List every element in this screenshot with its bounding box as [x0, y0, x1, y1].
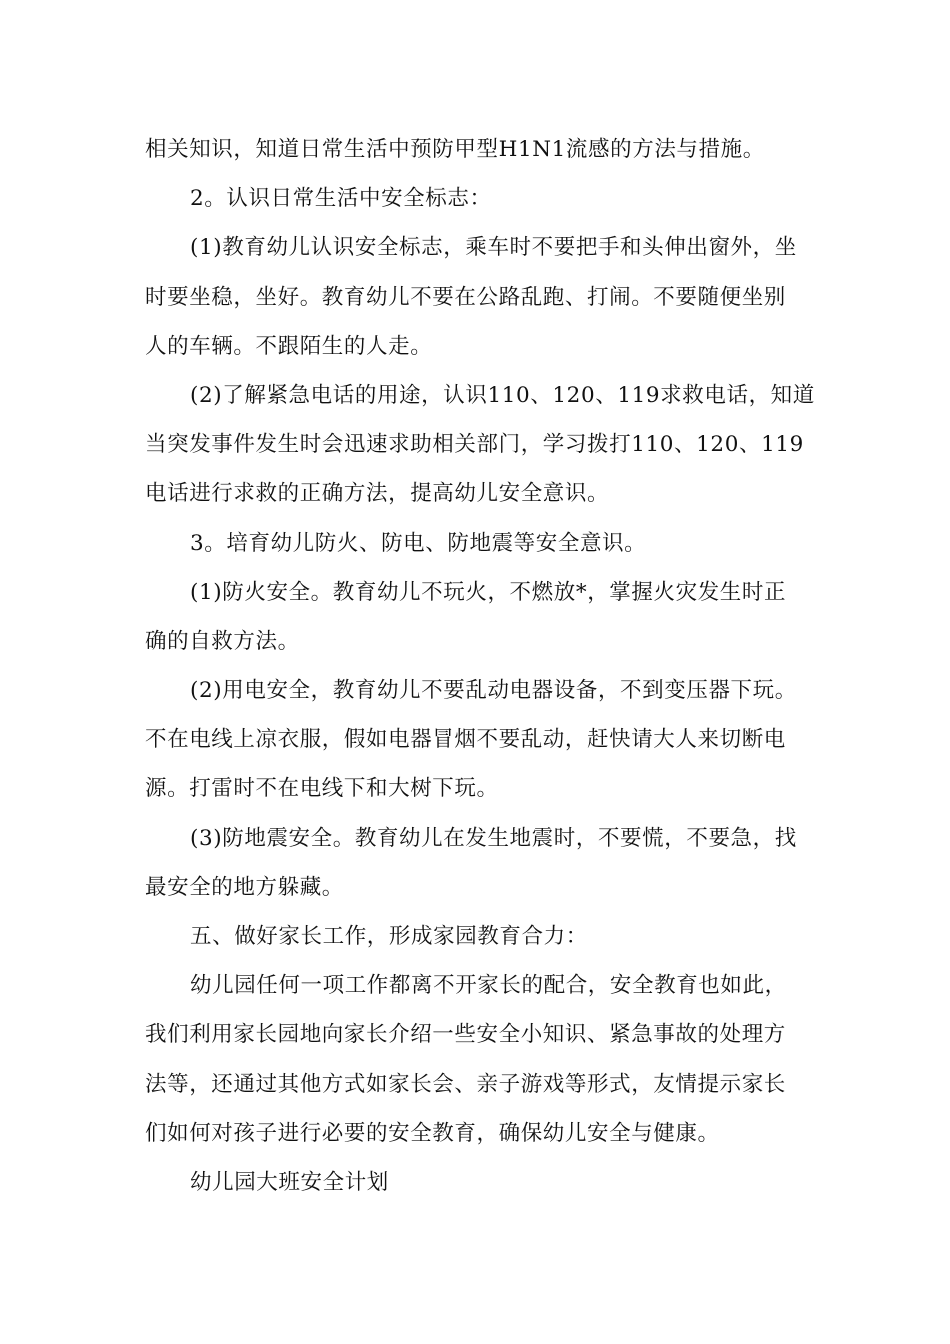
text-line: 最安全的地方躲藏。 [145, 874, 344, 900]
text-line: 们如何对孩子进行必要的安全教育，确保幼儿安全与健康。 [145, 1120, 720, 1146]
text-line: (1)防火安全。教育幼儿不玩火，不燃放*，掌握火灾发生时正 [190, 579, 787, 605]
text-line: 人的车辆。不跟陌生的人走。 [145, 333, 433, 359]
section-heading: 五、做好家长工作，形成家园教育合力： [190, 924, 588, 949]
text-line: 不在电线上凉衣服，假如电器冒烟不要乱动，赶快请大人来切断电 [145, 727, 786, 753]
text-line: 源。打雷时不在电线下和大树下玩。 [145, 776, 499, 802]
text-line: (2)用电安全，教育幼儿不要乱动电器设备，不到变压器下玩。 [190, 678, 797, 704]
text-line: 确的自救方法。 [145, 628, 300, 654]
text-line: 我们利用家长园地向家长介绍一些安全小知识、紧急事故的处理方 [145, 1022, 786, 1048]
text-line: 法等，还通过其他方式如家长会、亲子游戏等形式，友情提示家长 [145, 1071, 786, 1097]
text-line: 电话进行求救的正确方法，提高幼儿安全意识。 [145, 481, 610, 507]
document-title: 幼儿园大班安全计划 [190, 1169, 389, 1195]
text-line: 2。认识日常生活中安全标志： [190, 186, 492, 212]
text-line: 当突发事件发生时会迅速求助相关部门，学习拨打110、120、119 [145, 432, 804, 458]
text-line: 时要坐稳，坐好。教育幼儿不要在公路乱跑、打闹。不要随便坐别 [145, 284, 786, 310]
text-line: (1)教育幼儿认识安全标志，乘车时不要把手和头伸出窗外，坐 [190, 235, 797, 261]
text-line: (3)防地震安全。教育幼儿在发生地震时，不要慌，不要急，找 [190, 825, 797, 851]
text-line: 幼儿园任何一项工作都离不开家长的配合，安全教育也如此， [190, 973, 787, 999]
document-body [145, 125, 815, 1207]
text-line: (2)了解紧急电话的用途，认识110、120、119求救电话，知道 [190, 382, 815, 408]
text-line: 相关知识，知道日常生活中预防甲型H1N1流感的方法与措施。 [145, 137, 765, 162]
text-line: 3。培育幼儿防火、防电、防地震等安全意识。 [190, 530, 647, 556]
